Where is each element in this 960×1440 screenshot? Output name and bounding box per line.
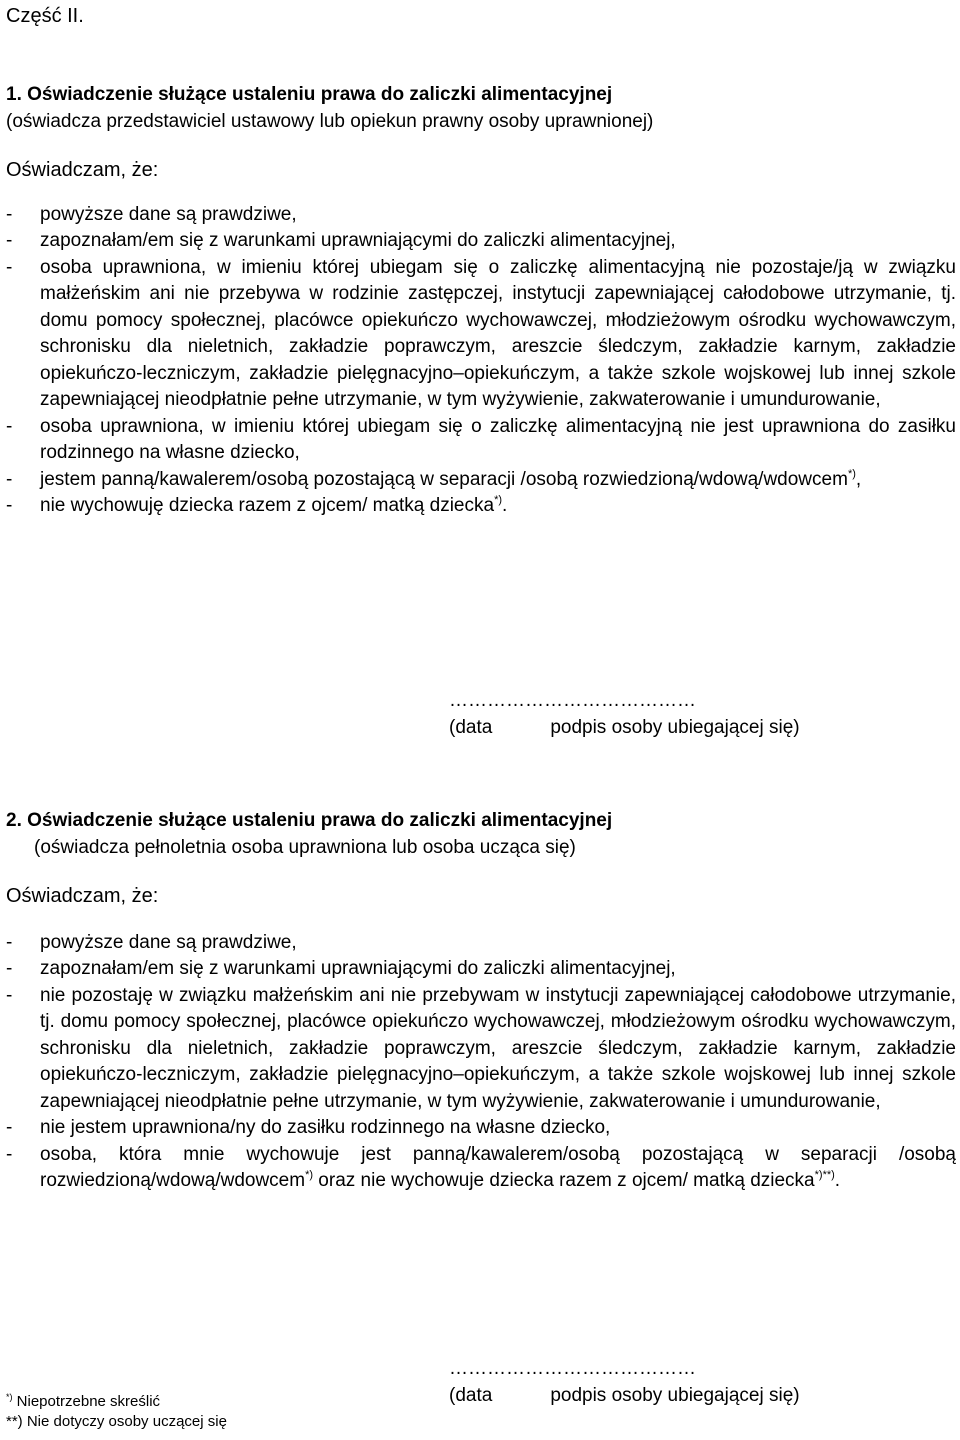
signature-date-label: (data [449, 1384, 493, 1406]
footnote-mark: *) [847, 467, 856, 480]
footnote-mark: *)**) [814, 1169, 835, 1181]
footnotes [6, 1392, 227, 1432]
section-1-intro: Oświadczam, że: [6, 159, 159, 181]
list-item: - nie wychowuję dziecka razem z ojcem/ matką dziecka*). [6, 493, 956, 520]
section-2-title-text: Oświadczenie służące ustaleniu prawa do zaliczki alimentacyjnej [27, 810, 613, 831]
section-2-subtitle: (oświadcza pełnoletnia osoba uprawniona lub osoba ucząca się) [34, 836, 576, 858]
list-item: - zapoznałam/em się z warunkami uprawniającymi do zaliczki alimentacyjnej, [6, 228, 956, 255]
footnote-2-text: **) Nie dotyczy osoby uczącej się [6, 1413, 227, 1430]
footnote-mark: *) [494, 494, 503, 506]
list-item: - osoba uprawniona, w imieniu której ubiegam się o zaliczkę alimentacyjną nie pozostaje/ją w związku małżeńskim ani nie przebywa w rodzinie zastępczej, instytucji zapewniającej całodobowe utrzymanie, tj. domu pomocy społecznej, placówce opiekuńczo wychowawczej, młodzieżowym ośrodku wychowawczym, schronisku dla nieletnich, zakładzie poprawczym, areszcie śledczym, zakładzie karnym, zakładzie opiekuńczo-leczniczym, zakładzie pielęgnacyjno–opiekuńczym, a także szkole wojskowej lub innej szkole zapewniającej nieodpłatnie pełne utrzymanie, w tym wyżywienie, zakwaterowanie i umundurowanie, [6, 255, 956, 414]
section-2-intro: Oświadczam, że: [6, 885, 159, 907]
signature-labels [449, 715, 869, 742]
footnote-1-text: Niepotrzebne skreślić [12, 1393, 161, 1410]
list-item: - powyższe dane są prawdziwe, [6, 930, 956, 957]
section-2-title [6, 808, 956, 835]
signature-sign-label: podpis osoby ubiegającej się) [550, 1384, 800, 1406]
section-1-title-text: Oświadczenie służące ustaleniu prawa do zaliczki alimentacyjnej [27, 84, 613, 105]
section-1-number: 1. [6, 84, 22, 105]
footnote-1-mark: *) [6, 1392, 13, 1402]
section-1-list [6, 202, 956, 520]
signature-line: ………………………………… [449, 690, 696, 711]
footnote-1 [6, 1392, 227, 1412]
section-2 [6, 808, 956, 1195]
list-item: - jestem panną/kawalerem/osobą pozostającą w separacji /osobą rozwiedzioną/wdową/wdowcem*), [6, 467, 956, 494]
list-item: - osoba uprawniona, w imieniu której ubiegam się o zaliczkę alimentacyjną nie jest uprawniona do zasiłku rodzinnego na własne dziecko, [6, 414, 956, 467]
list-item: - nie jestem uprawniona/ny do zasiłku rodzinnego na własne dziecko, [6, 1115, 956, 1142]
section-1-subtitle: (oświadcza przedstawiciel ustawowy lub opiekun prawny osoby uprawnionej) [6, 110, 654, 132]
part-label: Część II. [6, 5, 84, 27]
signature-date-label: (data [449, 716, 493, 738]
footnote-2 [6, 1412, 227, 1432]
section-2-number: 2. [6, 810, 22, 831]
signature-sign-label: podpis osoby ubiegającej się) [550, 716, 800, 738]
signature-line: ………………………………… [449, 1358, 696, 1379]
list-item: - zapoznałam/em się z warunkami uprawniającymi do zaliczki alimentacyjnej, [6, 956, 956, 983]
section-2-list [6, 930, 956, 1195]
signature-labels [449, 1383, 869, 1410]
list-item: - osoba, która mnie wychowuje jest panną/kawalerem/osobą pozostającą w separacji /osobą rozwiedzioną/wdową/wdowcem*) oraz nie wychowuje dziecka razem z ojcem/ matką dziecka*)**). [6, 1142, 956, 1195]
list-item: - powyższe dane są prawdziwe, [6, 202, 956, 229]
section-1 [6, 82, 956, 520]
signature-block-1 [449, 688, 869, 741]
signature-block-2 [449, 1356, 869, 1409]
list-item: - nie pozostaję w związku małżeńskim ani nie przebywam w instytucji zapewniającej całodobowe utrzymanie, tj. domu pomocy społecznej, placówce opiekuńczo wychowawczej, młodzieżowym ośrodku wychowawczym, schronisku dla nieletnich, zakładzie poprawczym, areszcie śledczym, zakładzie karnym, zakładzie opiekuńczo-leczniczym, zakładzie pielęgnacyjno–opiekuńczym, a także szkole wojskowej lub innej szkole zapewniającej nieodpłatnie pełne utrzymanie, w tym wyżywienie, zakwaterowanie i umundurowanie, [6, 983, 956, 1116]
footnote-mark: *) [305, 1169, 314, 1181]
section-1-title [6, 82, 956, 109]
